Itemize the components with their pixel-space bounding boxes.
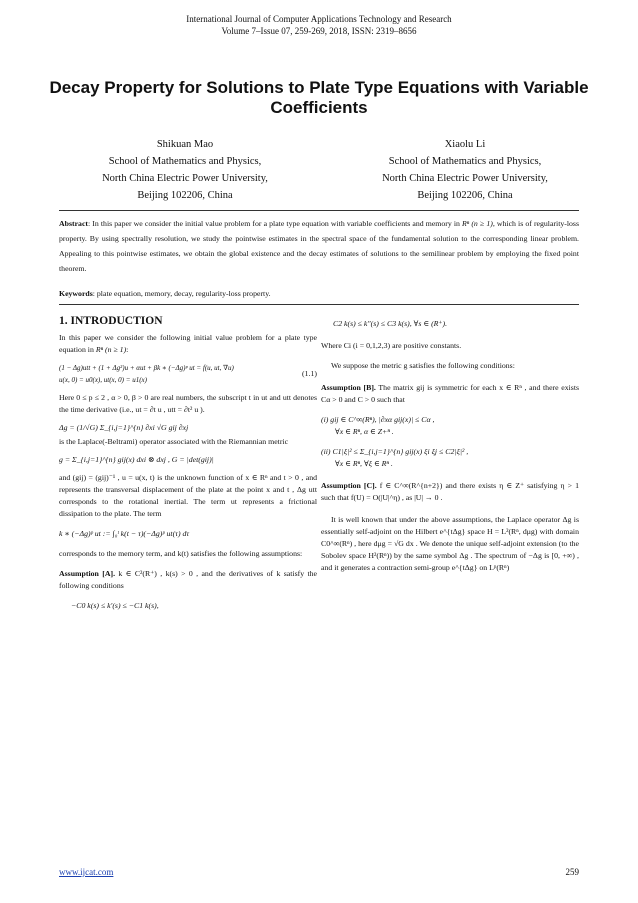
author-name: Xiaolu Li <box>444 139 486 150</box>
suppose-text: We suppose the metric g satisfies the following conditions: <box>331 361 515 370</box>
assumption-a-text: k ∈ C²(R⁺) , k(s) > 0 , and the derivatives of k satisfy the following conditions <box>59 569 317 590</box>
assumption-b <box>321 382 579 406</box>
assumption-c-text: f ∈ C^∞(R^{n+2}) and there exists η ∈ Z⁺ satisfying η > 1 such that f(U) = O(|U|^η) , as |U| → 0 . <box>321 481 579 502</box>
assumption-b-text: The matrix gij is symmetric for each x ∈ Rⁿ , and there exists Cα > 0 and C > 0 such that <box>321 383 580 404</box>
abstract-text: , which is of regularity-loss property. By using spectrally resolution, we study the pointwise estimates in the spectral space of the fundamental solution to the corresponding linear problem. Appealing to this pointwise estimates, we obtain the global existence and the decay estimates of solutions to the semilinear problem by employing the fixed point theorem. <box>59 219 579 273</box>
equation-line: u(x, 0) = u0(x), ut(x, 0) = u1(x) <box>59 376 147 384</box>
journal-header <box>0 13 638 37</box>
intro-end: : <box>126 345 129 354</box>
author-affiliation: North China Electric Power University, <box>102 173 268 184</box>
abstract-text: : In this paper we consider the initial value problem for a plate type equation with variable coefficients and memory in <box>88 219 460 228</box>
footer-url[interactable]: www.ijcat.com <box>59 867 114 877</box>
kernel-bound-equation: C2 k(s) ≤ k″(s) ≤ C3 k(s), ∀s ∈ (R⁺). <box>333 319 448 328</box>
laplacian-equation: Δg = (1/√G) Σ_{i,j=1}^{n} ∂xi √G gij ∂xj <box>59 423 189 432</box>
keywords <box>59 288 579 300</box>
author-affiliation: School of Mathematics and Physics, <box>388 156 542 167</box>
right-column <box>321 314 579 574</box>
equation-1-1 <box>59 362 317 386</box>
memory-equation: k ∗ (−Δg)ᵖ ut := ∫₀ᵗ k(t − τ)(−Δg)ᵖ ut(τ) dτ <box>59 529 190 538</box>
assumption-a-equation: −C0 k(s) ≤ k′(s) ≤ −C1 k(s), <box>71 601 159 610</box>
intro-math: Rⁿ (n ≥ 1) <box>95 345 127 354</box>
assumption-c-label: Assumption [C]. <box>321 481 377 490</box>
top-divider <box>59 210 579 211</box>
assumption-b-label: Assumption [B]. <box>321 383 376 392</box>
assumption-a <box>59 568 317 592</box>
author-block-2 <box>340 136 590 204</box>
keywords-label: Keywords <box>59 289 93 298</box>
abstract-math: Rⁿ (n ≥ 1) <box>462 219 493 228</box>
memory-text: corresponds to the memory term, and k(t) satisfies the following assumptions: <box>59 549 303 558</box>
assumption-c <box>321 480 579 504</box>
self-adjoint-paragraph: It is well known that under the above assumptions, the Laplace operator Δg is essentially self-adjoint on the Hilbert e^{tΔg} space H = L²(Rⁿ, dμg) with domain C0^∞(Rⁿ) , here dμg = √G dx . We denote the unique self-adjoint extension (to the Sobolev space H²(Rⁿ)) by the same symbol Δg . The spectrum of −Δg is [0, +∞) , and it generates a contraction semi-group e^{tΔg} on Lᵖ(Rⁿ) <box>321 515 579 572</box>
metric-equation: g = Σ_{i,j=1}^{n} gij(x) dxi ⊗ dxj , G = |det(gij)| <box>59 455 214 464</box>
author-block-1 <box>60 136 310 204</box>
author-affiliation: School of Mathematics and Physics, <box>108 156 262 167</box>
page-number: 259 <box>565 867 579 877</box>
abstract <box>59 216 579 276</box>
intro-paragraph <box>59 332 317 356</box>
assumption-a-label: Assumption [A]. <box>59 569 116 578</box>
laplacian-text: is the Laplace(-Beltrami) operator associated with the Riemannian metric <box>59 437 289 446</box>
condition-ii: (ii) C1|ξ|² ≤ Σ_{i,j=1}^{n} gij(x) ξi ξj ≤ C2|ξ|² , <box>321 447 469 456</box>
abstract-label: Abstract <box>59 219 89 228</box>
bottom-divider <box>59 304 579 305</box>
left-column <box>59 314 317 612</box>
author-affiliation: North China Electric Power University, <box>382 173 548 184</box>
equation-number: (1.1) <box>302 369 317 378</box>
here-paragraph: Here 0 ≤ p ≤ 2 , α > 0, β > 0 are real numbers, the subscript t in ut and utt denotes the time derivative (i.e., ut = ∂t u , utt = ∂t² u ). <box>59 393 317 414</box>
section-heading: 1. INTRODUCTION <box>59 315 163 327</box>
journal-volume: Volume 7–Issue 07, 259-269, 2018, ISSN: 2319–8656 <box>221 26 417 36</box>
where-text: Where Ci (i = 0,1,2,3) are positive constants. <box>321 341 462 350</box>
author-name: Shikuan Mao <box>156 139 214 150</box>
condition-i: (i) gij ∈ C^∞(Rⁿ), |∂xα gij(x)| ≤ Cα , <box>321 415 435 424</box>
equation-line: (1 − Δg)utt + (1 + Δg²)u + αut + βk ∗ (−Δg)ᵖ ut = f(u, ut, ∇u) <box>59 364 234 372</box>
condition-ii-quantifier: ∀x ∈ Rⁿ, ∀ξ ∈ Rⁿ . <box>335 459 393 468</box>
condition-i-quantifier: ∀x ∈ Rⁿ, α ∈ Z+ⁿ . <box>335 427 394 436</box>
journal-name: International Journal of Computer Applications Technology and Research <box>186 14 452 24</box>
intro-text: In this paper we consider the following initial value problem for a plate type equation in <box>59 333 317 354</box>
paper-title: Decay Property for Solutions to Plate Type Equations with Variable Coefficients <box>49 78 589 117</box>
author-city: Beijing 102206, China <box>417 190 513 201</box>
keywords-text: : plate equation, memory, decay, regularity-loss property. <box>92 289 271 298</box>
definitions-paragraph: and (gij) = (gij)⁻¹ , u = u(x, t) is the unknown function of x ∈ Rⁿ and t > 0 , and represents the transversal displacement of the plate at the point x and t , Δg utt corresponds to the rotational inertial. The term ut represents a frictional dissipation to the plate. The term <box>59 473 317 518</box>
author-city: Beijing 102206, China <box>137 190 233 201</box>
